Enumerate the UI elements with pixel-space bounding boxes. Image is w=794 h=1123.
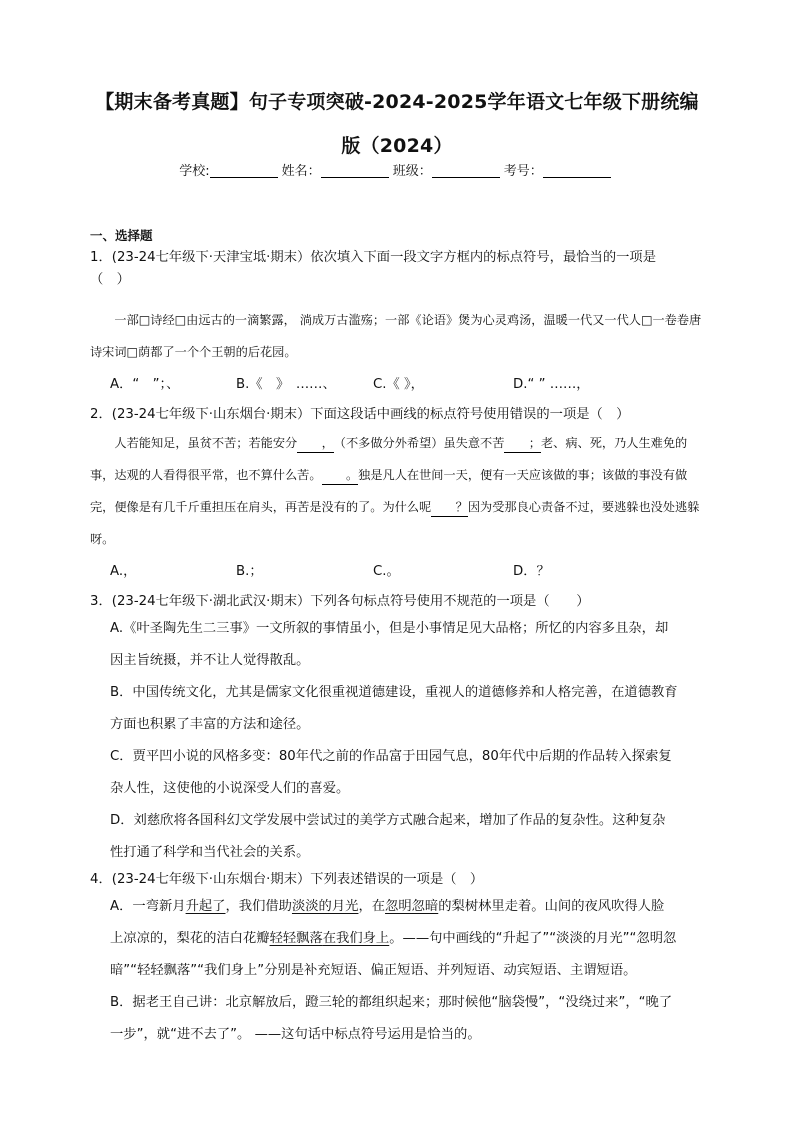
underlined-mark-4: ？ — [431, 498, 468, 517]
exam-no-field[interactable] — [543, 163, 611, 178]
section-title: 一、选择题 — [90, 228, 153, 243]
student-info-row — [0, 160, 794, 179]
option-b[interactable]: B.； — [236, 564, 263, 579]
option-b[interactable]: B.《 》 ……、 — [236, 377, 336, 392]
school-label: 学校: — [179, 164, 210, 179]
question-1-stem: 1．(23-24七年级下·天津宝坻·期末）依次填入下面一段文字方框内的标点符号，最恰当的一项是 （ ） — [90, 250, 657, 287]
question-3 — [90, 591, 706, 869]
question-1-options — [90, 370, 706, 400]
title-line-2: 版（2024） — [341, 135, 453, 157]
underlined-phrase: 轻轻飘落 — [269, 931, 323, 946]
question-2-stem: 2．(23-24七年级下·山东烟台·期末）下面这段话中画线的标点符号使用错误的一项是（ ） — [90, 407, 630, 422]
option-a[interactable]: A．“ ”；、 — [110, 377, 180, 392]
question-2-options — [90, 557, 706, 587]
underlined-phrase: 忽明忽暗 — [385, 899, 439, 914]
underlined-phrase: 升起了 — [185, 899, 226, 914]
option-d[interactable]: D．？ — [513, 564, 550, 579]
option-c[interactable]: C．贾平凹小说的风格多变：80年代之前的作品富于田园气息，80年代中后期的作品转入探索复 杂人性，这使他的小说深受人们的喜爱。 — [110, 749, 672, 796]
option-d[interactable]: D.“ ” ……， — [513, 377, 590, 392]
title-line-1: 【期末备考真题】句子专项突破-2024-2025学年语文七年级下册统编 — [95, 91, 699, 113]
question-1 — [90, 247, 706, 400]
class-field[interactable] — [432, 163, 500, 178]
question-1-passage: 一部□诗经□由远古的一滴繁露， 淌成万古滥殇；一部《论语》煲为心灵鸡汤，温暖一代又一代人□一卷卷唐诗宋词□荫都了一个个王朝的后花园。 — [90, 313, 702, 359]
question-3-stem: 3．(23-24七年级下·湖北武汉·期末）下列各句标点符号使用不规范的一项是（ ） — [90, 594, 590, 609]
option-c[interactable]: C.。 — [373, 564, 400, 579]
class-label: 班级： — [392, 164, 432, 179]
underlined-mark-1: ， — [297, 434, 334, 453]
question-2-passage: 人若能知足，虽贫不苦；若能安分 ，（不多做分外希望）虽失意不苦 ；老、病、死，乃人生难免的事，达观的人看得很平常，也不算什么苦。 。独是凡人在世间一天，便有一天应该做的事；该做的事没有做完，便像是有几千斤重担压在肩头，再苦是没有的了。为什么呢 ？因为受那良心责备不过，要逃躲也没处逃躲呀。 — [90, 436, 700, 546]
document-title — [90, 80, 704, 168]
underlined-mark-2: ； — [504, 434, 541, 453]
option-a[interactable]: A．一弯新月升起了，我们借助淡淡的月光，在忽明忽暗的梨树林里走着。山间的夜风吹得人脸 上凉凉的，梨花的洁白花瓣轻轻飘落在我们身上。——句中画线的“升起了”“淡淡的月光”“忽明忽 暗”“轻轻飘落”“我们身上”分别是补充短语、偏正短语、并列短语、动宾短语、主谓短语。 — [110, 899, 677, 978]
exam-no-label: 考号： — [503, 164, 543, 179]
name-label: 姓名： — [281, 164, 321, 179]
school-field[interactable] — [210, 163, 278, 178]
option-a[interactable]: A.《叶圣陶先生二三事》一文所叙的事情虽小，但是小事情足见大品格；所忆的内容多且杂，却 因主旨统摄，并不让人觉得散乱。 — [110, 621, 669, 668]
question-4 — [90, 869, 706, 1051]
question-2 — [90, 404, 706, 587]
option-b[interactable]: B．据老王自己讲：北京解放后，蹬三轮的都组织起来；那时候他“脑袋慢”，“没绕过来”，“晚了 一步”，就“进不去了”。 ——这句话中标点符号运用是恰当的。 — [110, 995, 673, 1042]
option-a[interactable]: A.， — [110, 564, 137, 579]
underlined-phrase: 淡淡的月光 — [291, 899, 359, 914]
name-field[interactable] — [321, 163, 389, 178]
question-4-stem: 4．(23-24七年级下·山东烟台·期末）下列表述错误的一项是（ ） — [90, 872, 484, 887]
underlined-mark-3: 。 — [322, 466, 359, 485]
option-d[interactable]: D．刘慈欣将各国科幻文学发展中尝试过的美学方式融合起来，增加了作品的复杂性。这种复杂 性打通了科学和当代社会的关系。 — [110, 813, 666, 860]
questions-body — [90, 247, 706, 1051]
option-c[interactable]: C.《 》， — [373, 377, 424, 392]
underlined-phrase: 在我们身上 — [322, 931, 390, 946]
option-b[interactable]: B．中国传统文化，尤其是儒家文化很重视道德建设，重视人的道德修养和人格完善，在道德教育 方面也积累了丰富的方法和途径。 — [110, 685, 678, 732]
